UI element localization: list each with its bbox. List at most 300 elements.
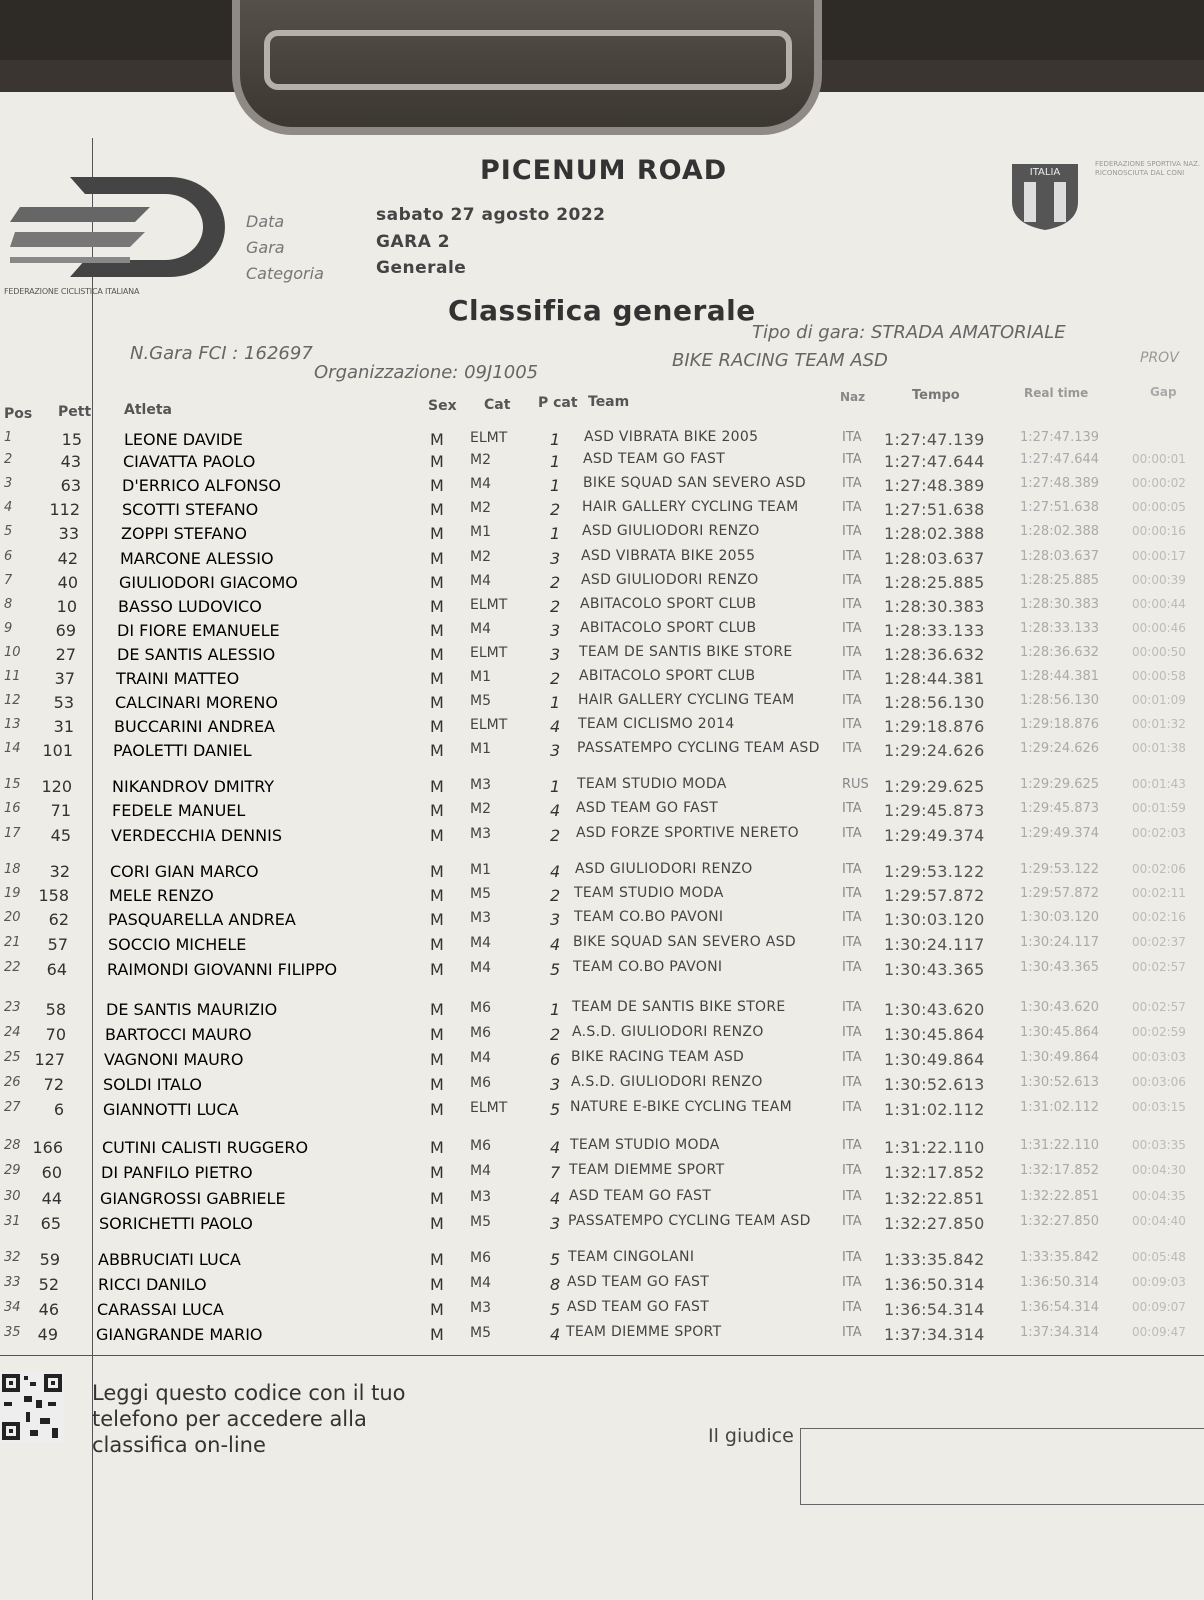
cell-pett: 62 <box>48 910 69 929</box>
cell-sex: M <box>430 645 444 664</box>
cell-pett: 31 <box>53 717 74 736</box>
cell-gap: 00:02:57 <box>1132 1000 1186 1014</box>
cell-gap: 00:01:32 <box>1132 717 1186 731</box>
cell-gap: 00:02:16 <box>1132 910 1186 924</box>
cell-naz: ITA <box>842 1138 862 1153</box>
table-row <box>0 669 1204 694</box>
cell-cat: M5 <box>470 886 491 902</box>
cell-sex: M <box>430 1050 444 1069</box>
table-row <box>0 1250 1204 1275</box>
cell-pett: 101 <box>42 741 73 760</box>
col-tempo: Tempo <box>912 388 960 403</box>
cell-team: TEAM STUDIO MODA <box>577 776 727 792</box>
table-row <box>0 1000 1204 1025</box>
cell-atleta: MELE RENZO <box>109 886 214 905</box>
cell-cat: M4 <box>470 960 491 976</box>
cell-team: BIKE RACING TEAM ASD <box>571 1049 745 1065</box>
cell-naz: ITA <box>842 430 862 445</box>
cell-pett: 58 <box>45 1000 66 1019</box>
footer-divider <box>0 1355 1204 1356</box>
cell-team: ASD GIULIODORI RENZO <box>582 523 760 539</box>
cell-pos: 11 <box>4 669 21 684</box>
cell-atleta: FEDELE MANUEL <box>112 801 246 820</box>
cell-cat: ELMT <box>470 717 508 733</box>
cell-cat: M4 <box>470 476 491 492</box>
table-row <box>0 500 1204 525</box>
cell-real: 1:32:27.850 <box>1020 1214 1100 1229</box>
table-row <box>0 476 1204 501</box>
cell-pcat: 2 <box>550 669 561 688</box>
cell-team: ABITACOLO SPORT CLUB <box>580 620 757 636</box>
table-row <box>0 801 1204 826</box>
cell-atleta: CALCINARI MORENO <box>115 693 278 712</box>
cell-gap: 00:00:44 <box>1132 597 1186 611</box>
cell-atleta: RICCI DANILO <box>98 1275 207 1294</box>
cell-tempo: 1:28:25.885 <box>884 573 985 592</box>
cell-pos: 17 <box>4 826 21 841</box>
cell-sex: M <box>430 621 444 640</box>
cell-cat: M5 <box>470 1214 491 1230</box>
cell-atleta: ZOPPI STEFANO <box>121 524 247 543</box>
table-row <box>0 935 1204 960</box>
cell-real: 1:29:57.872 <box>1020 886 1100 901</box>
cell-naz: ITA <box>842 1250 862 1265</box>
cell-atleta: DI PANFILO PIETRO <box>101 1163 253 1182</box>
cell-pcat: 4 <box>550 1189 561 1208</box>
cell-naz: ITA <box>842 826 862 841</box>
cell-sex: M <box>430 741 444 760</box>
cell-sex: M <box>430 1163 444 1182</box>
cell-pcat: 3 <box>550 910 561 929</box>
cell-real: 1:30:49.864 <box>1020 1050 1100 1065</box>
qr-instructions: Leggi questo codice con il tuo telefono per accedere alla classifica on-line <box>92 1381 406 1457</box>
cell-cat: M6 <box>470 1138 491 1154</box>
cell-pos: 34 <box>4 1300 21 1315</box>
cell-pett: 10 <box>56 597 77 616</box>
cell-real: 1:30:43.620 <box>1020 1000 1100 1015</box>
cell-cat: M1 <box>470 524 491 540</box>
col-pos: Pos <box>4 406 33 422</box>
giudice-label: Il giudice <box>708 1425 794 1447</box>
cell-naz: ITA <box>842 910 862 925</box>
cell-team: HAIR GALLERY CYCLING TEAM <box>582 499 799 515</box>
fci-logo-icon <box>10 172 225 282</box>
cell-gap: 00:09:47 <box>1132 1325 1186 1339</box>
cell-cat: M3 <box>470 1300 491 1316</box>
cell-pos: 35 <box>4 1325 21 1340</box>
table-row <box>0 693 1204 718</box>
italia-shield-icon <box>1010 162 1080 232</box>
cell-gap: 00:05:48 <box>1132 1250 1186 1264</box>
cell-cat: M6 <box>470 1025 491 1041</box>
cell-tempo: 1:27:47.139 <box>884 430 985 449</box>
cell-tempo: 1:30:52.613 <box>884 1075 985 1094</box>
cell-real: 1:30:45.864 <box>1020 1025 1100 1040</box>
table-row <box>0 597 1204 622</box>
cell-tempo: 1:36:50.314 <box>884 1275 985 1294</box>
cell-atleta: CORI GIAN MARCO <box>110 862 259 881</box>
cell-sex: M <box>430 573 444 592</box>
cell-team: TEAM CO.BO PAVONI <box>574 909 724 925</box>
cell-pos: 21 <box>4 935 21 950</box>
table-row <box>0 886 1204 911</box>
table-row <box>0 621 1204 646</box>
table-row <box>0 573 1204 598</box>
table-row <box>0 826 1204 851</box>
cell-tempo: 1:27:48.389 <box>884 476 985 495</box>
cell-team: PASSATEMPO CYCLING TEAM ASD <box>568 1213 811 1229</box>
cell-tempo: 1:32:17.852 <box>884 1163 985 1182</box>
cell-real: 1:36:50.314 <box>1020 1275 1100 1290</box>
cell-pcat: 1 <box>550 430 561 449</box>
cell-atleta: MARCONE ALESSIO <box>120 549 274 568</box>
cell-cat: M4 <box>470 935 491 951</box>
cell-pos: 6 <box>4 549 13 564</box>
cell-sex: M <box>430 669 444 688</box>
cell-cat: M2 <box>470 452 491 468</box>
cell-team: PASSATEMPO CYCLING TEAM ASD <box>577 740 820 756</box>
cell-tempo: 1:29:29.625 <box>884 777 985 796</box>
cell-sex: M <box>430 693 444 712</box>
cell-pett: 71 <box>50 801 71 820</box>
cell-cat: ELMT <box>470 1100 508 1116</box>
cell-sex: M <box>430 960 444 979</box>
col-atleta: Atleta <box>124 402 172 418</box>
cell-pett: 59 <box>39 1250 60 1269</box>
cell-cat: M6 <box>470 1250 491 1266</box>
cell-naz: ITA <box>842 597 862 612</box>
cell-pcat: 1 <box>550 452 561 471</box>
cell-team: ASD TEAM GO FAST <box>569 1188 712 1204</box>
cell-naz: ITA <box>842 1050 862 1065</box>
cell-pos: 22 <box>4 960 21 975</box>
cell-team: A.S.D. GIULIODORI RENZO <box>571 1074 763 1090</box>
cell-pos: 1 <box>4 430 13 445</box>
cell-atleta: CARASSAI LUCA <box>97 1300 224 1319</box>
cell-tempo: 1:30:43.620 <box>884 1000 985 1019</box>
cell-pos: 12 <box>4 693 21 708</box>
cell-sex: M <box>430 452 444 471</box>
cell-pos: 30 <box>4 1189 21 1204</box>
cell-real: 1:27:47.644 <box>1020 452 1100 467</box>
cell-naz: ITA <box>842 452 862 467</box>
cell-cat: M4 <box>470 1163 491 1179</box>
cell-tempo: 1:28:44.381 <box>884 669 985 688</box>
cell-atleta: CIAVATTA PAOLO <box>123 452 256 471</box>
cell-sex: M <box>430 1025 444 1044</box>
cell-tempo: 1:28:30.383 <box>884 597 985 616</box>
cell-tempo: 1:29:57.872 <box>884 886 985 905</box>
cell-gap: 00:02:06 <box>1132 862 1186 876</box>
cell-pos: 3 <box>4 476 13 491</box>
table-row <box>0 645 1204 670</box>
cell-pcat: 6 <box>550 1050 561 1069</box>
cell-cat: M4 <box>470 573 491 589</box>
cell-gap: 00:00:05 <box>1132 500 1186 514</box>
cell-pos: 20 <box>4 910 21 925</box>
cell-gap: 00:04:35 <box>1132 1189 1186 1203</box>
cell-sex: M <box>430 1000 444 1019</box>
cell-cat: M2 <box>470 549 491 565</box>
cell-gap: 00:03:15 <box>1132 1100 1186 1114</box>
cell-atleta: VERDECCHIA DENNIS <box>111 826 282 845</box>
cell-gap: 00:03:03 <box>1132 1050 1186 1064</box>
table-row <box>0 862 1204 887</box>
cell-naz: ITA <box>842 1214 862 1229</box>
cell-sex: M <box>430 862 444 881</box>
cell-pcat: 4 <box>550 935 561 954</box>
cell-atleta: BASSO LUDOVICO <box>118 597 262 616</box>
cell-atleta: PAOLETTI DANIEL <box>113 741 252 760</box>
cell-sex: M <box>430 476 444 495</box>
cell-pett: 64 <box>46 960 67 979</box>
cell-tempo: 1:28:03.637 <box>884 549 985 568</box>
cell-pett: 65 <box>40 1214 61 1233</box>
federation-note: FEDERAZIONE SPORTIVA NAZ. RICONOSCIUTA DAL CONI <box>1095 160 1201 177</box>
cell-naz: ITA <box>842 1075 862 1090</box>
cell-sex: M <box>430 524 444 543</box>
cell-team: ABITACOLO SPORT CLUB <box>579 668 756 684</box>
cell-pos: 23 <box>4 1000 21 1015</box>
cell-pett: 46 <box>38 1300 59 1319</box>
cell-pcat: 1 <box>550 524 561 543</box>
cell-real: 1:28:33.133 <box>1020 621 1100 636</box>
table-row <box>0 717 1204 742</box>
cell-pos: 14 <box>4 741 21 756</box>
cell-naz: RUS <box>842 777 869 792</box>
cell-tempo: 1:29:53.122 <box>884 862 985 881</box>
cell-pos: 29 <box>4 1163 21 1178</box>
gara-value: GARA 2 <box>376 232 451 252</box>
cell-cat: M2 <box>470 500 491 516</box>
tipo-gara: Tipo di gara: STRADA AMATORIALE <box>752 322 1066 343</box>
cell-cat: M1 <box>470 669 491 685</box>
cell-pos: 26 <box>4 1075 21 1090</box>
cell-sex: M <box>430 886 444 905</box>
cell-sex: M <box>430 430 444 449</box>
cell-cat: M4 <box>470 621 491 637</box>
cell-real: 1:28:02.388 <box>1020 524 1100 539</box>
cell-sex: M <box>430 597 444 616</box>
cell-naz: ITA <box>842 1189 862 1204</box>
prov-label: PROV <box>1140 350 1179 366</box>
cell-pett: 49 <box>37 1325 58 1344</box>
cell-pcat: 5 <box>550 960 561 979</box>
cell-atleta: GIANNOTTI LUCA <box>103 1100 239 1119</box>
race-title: PICENUM ROAD <box>480 155 728 186</box>
cell-team: ASD TEAM GO FAST <box>567 1274 710 1290</box>
cell-pcat: 3 <box>550 621 561 640</box>
cell-team: TEAM CO.BO PAVONI <box>573 959 723 975</box>
cell-pett: 40 <box>57 573 78 592</box>
cell-sex: M <box>430 1075 444 1094</box>
cell-pos: 8 <box>4 597 13 612</box>
cell-pett: 57 <box>47 935 68 954</box>
cell-cat: M5 <box>470 1325 491 1341</box>
cell-team: ASD TEAM GO FAST <box>576 800 719 816</box>
cell-pett: 44 <box>41 1189 62 1208</box>
cell-gap: 00:09:03 <box>1132 1275 1186 1289</box>
cell-team: ASD VIBRATA BIKE 2005 <box>584 429 759 445</box>
cell-gap: 00:02:37 <box>1132 935 1186 949</box>
categoria-value: Generale <box>376 258 467 278</box>
cell-naz: ITA <box>842 717 862 732</box>
cell-tempo: 1:32:22.851 <box>884 1189 985 1208</box>
cell-gap: 00:02:11 <box>1132 886 1186 900</box>
cell-pett: 27 <box>55 645 76 664</box>
cell-gap: 00:00:17 <box>1132 549 1186 563</box>
cell-tempo: 1:36:54.314 <box>884 1300 985 1319</box>
cell-naz: ITA <box>842 1025 862 1040</box>
qr-code-icon <box>0 1372 64 1442</box>
cell-cat: ELMT <box>470 597 508 613</box>
cell-atleta: LEONE DAVIDE <box>124 430 243 449</box>
cell-real: 1:32:22.851 <box>1020 1189 1100 1204</box>
cell-atleta: BUCCARINI ANDREA <box>114 717 275 736</box>
cell-pett: 45 <box>50 826 71 845</box>
cell-atleta: SOCCIO MICHELE <box>108 935 247 954</box>
cell-pett: 42 <box>57 549 78 568</box>
cell-tempo: 1:30:03.120 <box>884 910 985 929</box>
cell-real: 1:28:30.383 <box>1020 597 1100 612</box>
table-row <box>0 524 1204 549</box>
cell-pett: 120 <box>41 777 72 796</box>
table-row <box>0 1100 1204 1125</box>
col-cat: Cat <box>484 397 511 413</box>
cell-atleta: GIULIODORI GIACOMO <box>119 573 298 592</box>
cell-team: ABITACOLO SPORT CLUB <box>580 596 757 612</box>
cell-pos: 31 <box>4 1214 21 1229</box>
cell-team: TEAM DIEMME SPORT <box>569 1162 725 1178</box>
cell-tempo: 1:31:02.112 <box>884 1100 985 1119</box>
table-row <box>0 1275 1204 1300</box>
cell-real: 1:29:45.873 <box>1020 801 1100 816</box>
cell-sex: M <box>430 1138 444 1157</box>
cell-pos: 5 <box>4 524 13 539</box>
cell-pett: 15 <box>61 430 82 449</box>
cell-tempo: 1:29:45.873 <box>884 801 985 820</box>
cell-pos: 24 <box>4 1025 21 1040</box>
cell-pett: 53 <box>53 693 74 712</box>
cell-atleta: DE SANTIS MAURIZIO <box>106 1000 278 1019</box>
cell-gap: 00:01:09 <box>1132 693 1186 707</box>
cell-pett: 72 <box>43 1075 64 1094</box>
cell-tempo: 1:30:24.117 <box>884 935 985 954</box>
cell-atleta: SCOTTI STEFANO <box>122 500 259 519</box>
cell-gap: 00:03:35 <box>1132 1138 1186 1152</box>
col-sex: Sex <box>428 398 457 414</box>
cell-team: A.S.D. GIULIODORI RENZO <box>572 1024 764 1040</box>
table-row <box>0 1025 1204 1050</box>
cell-pos: 25 <box>4 1050 21 1065</box>
cell-cat: M6 <box>470 1000 491 1016</box>
cell-gap: 00:01:38 <box>1132 741 1186 755</box>
cell-cat: M1 <box>470 862 491 878</box>
cell-team: BIKE SQUAD SAN SEVERO ASD <box>583 475 806 491</box>
cell-naz: ITA <box>842 693 862 708</box>
cell-team: ASD FORZE SPORTIVE NERETO <box>576 825 799 841</box>
cell-gap: 00:00:02 <box>1132 476 1186 490</box>
cell-cat: M6 <box>470 1075 491 1091</box>
cell-real: 1:27:47.139 <box>1020 430 1100 445</box>
cell-naz: ITA <box>842 1163 862 1178</box>
cell-pcat: 3 <box>550 549 561 568</box>
cell-gap: 00:04:40 <box>1132 1214 1186 1228</box>
cell-tempo: 1:29:49.374 <box>884 826 985 845</box>
cell-pcat: 4 <box>550 862 561 881</box>
gara-label: Gara <box>246 238 285 257</box>
cell-naz: ITA <box>842 1275 862 1290</box>
cell-team: HAIR GALLERY CYCLING TEAM <box>578 692 795 708</box>
cell-sex: M <box>430 935 444 954</box>
cell-naz: ITA <box>842 886 862 901</box>
col-pett: Pett <box>58 404 92 420</box>
cell-real: 1:29:29.625 <box>1020 777 1100 792</box>
cell-team: TEAM STUDIO MODA <box>570 1137 720 1153</box>
cell-real: 1:31:22.110 <box>1020 1138 1100 1153</box>
cell-pett: 32 <box>49 862 70 881</box>
cell-real: 1:37:34.314 <box>1020 1325 1100 1340</box>
cell-pcat: 5 <box>550 1100 561 1119</box>
cell-naz: ITA <box>842 1325 862 1340</box>
cell-tempo: 1:32:27.850 <box>884 1214 985 1233</box>
cell-tempo: 1:30:43.365 <box>884 960 985 979</box>
cell-real: 1:27:51.638 <box>1020 500 1100 515</box>
table-row <box>0 1189 1204 1214</box>
cell-pcat: 8 <box>550 1275 561 1294</box>
cell-pett: 63 <box>60 476 81 495</box>
cell-pett: 52 <box>38 1275 59 1294</box>
cell-atleta: ABBRUCIATI LUCA <box>98 1250 241 1269</box>
cell-real: 1:31:02.112 <box>1020 1100 1100 1115</box>
table-row <box>0 1138 1204 1163</box>
cell-tempo: 1:33:35.842 <box>884 1250 985 1269</box>
cell-atleta: BARTOCCI MAURO <box>105 1025 252 1044</box>
cell-pcat: 4 <box>550 1325 561 1344</box>
cell-naz: ITA <box>842 862 862 877</box>
cell-tempo: 1:28:36.632 <box>884 645 985 664</box>
cell-real: 1:30:43.365 <box>1020 960 1100 975</box>
cell-real: 1:30:24.117 <box>1020 935 1100 950</box>
cell-real: 1:28:03.637 <box>1020 549 1100 564</box>
cell-real: 1:29:49.374 <box>1020 826 1100 841</box>
cell-pos: 28 <box>4 1138 21 1153</box>
cell-sex: M <box>430 1250 444 1269</box>
cell-naz: ITA <box>842 621 862 636</box>
cell-cat: ELMT <box>470 430 508 446</box>
table-row <box>0 1214 1204 1239</box>
table-row <box>0 1075 1204 1100</box>
cell-pett: 158 <box>38 886 69 905</box>
cell-real: 1:29:53.122 <box>1020 862 1100 877</box>
cell-sex: M <box>430 1100 444 1119</box>
cell-naz: ITA <box>842 801 862 816</box>
cell-cat: M3 <box>470 826 491 842</box>
cell-team: TEAM CICLISMO 2014 <box>578 716 735 732</box>
cell-sex: M <box>430 777 444 796</box>
cell-real: 1:28:36.632 <box>1020 645 1100 660</box>
cell-real: 1:33:35.842 <box>1020 1250 1100 1265</box>
table-row <box>0 910 1204 935</box>
organizer-team: BIKE RACING TEAM ASD <box>672 350 888 371</box>
cell-tempo: 1:31:22.110 <box>884 1138 985 1157</box>
cell-pcat: 3 <box>550 1214 561 1233</box>
cell-pos: 10 <box>4 645 21 660</box>
cell-pcat: 4 <box>550 1138 561 1157</box>
n-gara: N.Gara FCI : 162697 <box>130 343 313 364</box>
cell-gap: 00:00:46 <box>1132 621 1186 635</box>
cell-pett: 166 <box>32 1138 63 1157</box>
